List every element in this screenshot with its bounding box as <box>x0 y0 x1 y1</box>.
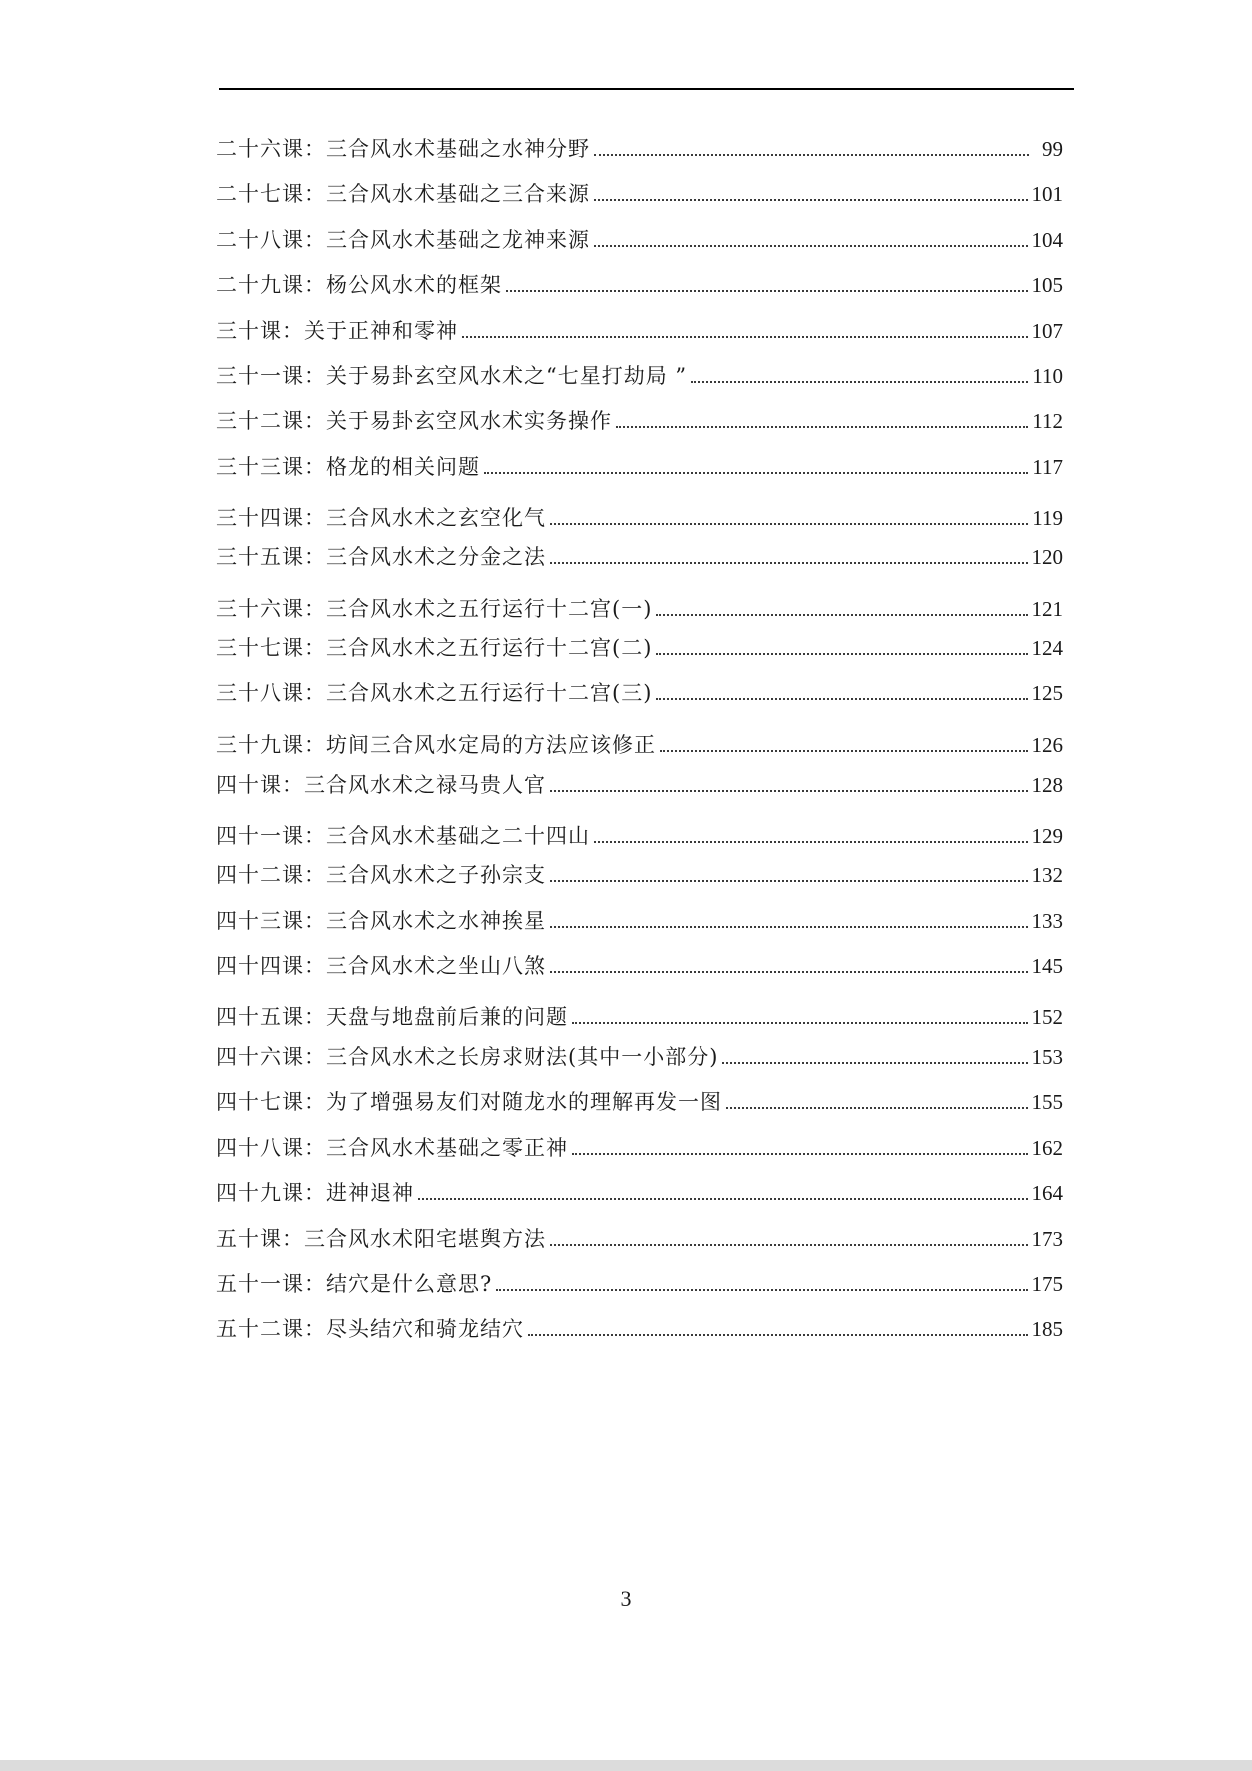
toc-entry-page: 175 <box>1031 1272 1063 1296</box>
toc-entry <box>216 402 1063 436</box>
toc-entry-page: 162 <box>1031 1136 1063 1160</box>
toc-dot-leader <box>594 199 1028 201</box>
toc-dot-leader <box>722 1062 1027 1064</box>
toc-entry-page: 173 <box>1031 1227 1063 1251</box>
toc-entry-page: 132 <box>1031 863 1063 887</box>
toc-entry <box>216 1038 1063 1072</box>
toc-dot-leader <box>656 653 1027 655</box>
toc-entry-page: 105 <box>1031 273 1063 297</box>
toc-entry-page: 185 <box>1031 1317 1063 1341</box>
toc-entry-title: 三十五课：三合风水术之分金之法 <box>216 545 546 569</box>
toc-entry-page: 107 <box>1031 319 1063 343</box>
toc-entry <box>216 1174 1063 1208</box>
toc-dot-leader <box>550 562 1028 564</box>
toc-entry <box>216 312 1063 346</box>
toc-entry-page: 117 <box>1032 455 1063 479</box>
toc-entry <box>216 674 1063 708</box>
toc-entry-page: 104 <box>1031 228 1063 252</box>
toc-entry-page: 133 <box>1031 909 1063 933</box>
toc-dot-leader <box>550 926 1028 928</box>
toc-entry <box>216 266 1063 300</box>
toc-dot-leader <box>572 1153 1028 1155</box>
toc-entry <box>216 1129 1063 1163</box>
toc-dot-leader <box>660 750 1028 752</box>
toc-dot-leader <box>550 971 1028 973</box>
toc-entry <box>216 1265 1063 1299</box>
toc-entry-title: 三十八课：三合风水术之五行运行十二宫(三) <box>216 681 653 705</box>
toc-dot-leader <box>572 1022 1028 1024</box>
toc-entry-title: 二十八课：三合风水术基础之龙神来源 <box>216 228 590 252</box>
toc-entry-title: 四十九课：进神退神 <box>216 1181 414 1205</box>
toc-entry <box>216 175 1063 209</box>
toc-entry-page: 125 <box>1031 681 1063 705</box>
page-number: 3 <box>620 1586 632 1611</box>
toc-entry-title: 四十一课：三合风水术基础之二十四山 <box>216 824 590 848</box>
toc-entry <box>216 817 1063 851</box>
toc-entry <box>216 902 1063 936</box>
toc-dot-leader <box>594 245 1028 247</box>
toc-entry-title: 五十二课：尽头结穴和骑龙结穴 <box>216 1317 524 1341</box>
toc-entry <box>216 357 1063 391</box>
toc-entry-page: 120 <box>1031 545 1063 569</box>
toc-entry-page: 152 <box>1031 1005 1063 1029</box>
toc-entry <box>216 448 1063 482</box>
toc-dot-leader <box>691 381 1028 383</box>
toc-entry <box>216 766 1063 800</box>
toc-dot-leader <box>656 698 1027 700</box>
toc-dot-leader <box>550 523 1028 525</box>
toc-entry <box>216 1220 1063 1254</box>
toc-entry-title: 四十课：三合风水术之禄马贵人官 <box>216 773 546 797</box>
toc-entry-title: 三十七课：三合风水术之五行运行十二宫(二) <box>216 636 653 660</box>
toc-entry-title: 三十六课：三合风水术之五行运行十二宫(一) <box>216 597 653 621</box>
toc-dot-leader <box>418 1198 1028 1200</box>
toc-entry <box>216 726 1063 760</box>
toc-entry <box>216 1083 1063 1117</box>
toc-entry-title: 三十课：关于正神和零神 <box>216 319 458 343</box>
toc-entry-title: 四十二课：三合风水术之子孙宗支 <box>216 863 546 887</box>
toc-dot-leader <box>550 1244 1028 1246</box>
toc-dot-leader <box>550 790 1028 792</box>
toc-entry-title: 三十三课：格龙的相关问题 <box>216 455 480 479</box>
toc-entry-page: 99 <box>1042 137 1063 161</box>
toc-entry <box>216 998 1063 1032</box>
toc-entry-title: 三十四课：三合风水术之玄空化气 <box>216 506 546 530</box>
toc-entry-title: 二十六课：三合风水术基础之水神分野 <box>216 137 590 161</box>
toc-entry <box>216 221 1063 255</box>
toc-dot-leader <box>726 1107 1028 1109</box>
toc-entry-page: 124 <box>1031 636 1063 660</box>
toc-dot-leader <box>496 1289 1027 1291</box>
toc-entry-title: 四十五课：天盘与地盘前后兼的问题 <box>216 1005 568 1029</box>
toc-entry <box>216 130 1063 164</box>
toc-entry-page: 121 <box>1031 597 1063 621</box>
toc-entry <box>216 947 1063 981</box>
toc-entry-title: 四十六课：三合风水术之长房求财法(其中一小部分) <box>216 1045 719 1069</box>
toc-entry-title: 四十三课：三合风水术之水神挨星 <box>216 909 546 933</box>
viewer-bottom-bar <box>0 1760 1252 1771</box>
toc-entry-page: 129 <box>1031 824 1063 848</box>
toc-entry-page: 128 <box>1031 773 1063 797</box>
toc-entry-page: 112 <box>1032 409 1063 433</box>
toc-entry-title: 三十九课：坊间三合风水定局的方法应该修正 <box>216 733 656 757</box>
toc-entry-title: 二十七课：三合风水术基础之三合来源 <box>216 182 590 206</box>
toc-entry-page: 119 <box>1032 506 1063 530</box>
toc-entry-page: 164 <box>1031 1181 1063 1205</box>
toc-entry <box>216 856 1063 890</box>
toc-entry-title: 五十课：三合风水术阳宅堪舆方法 <box>216 1227 546 1251</box>
toc-entry <box>216 538 1063 572</box>
toc-entry <box>216 590 1063 624</box>
toc-entry-page: 101 <box>1031 182 1063 206</box>
toc-entry-title: 三十二课：关于易卦玄空风水术实务操作 <box>216 409 612 433</box>
toc-entry-title: 四十四课：三合风水术之坐山八煞 <box>216 954 546 978</box>
toc-entry-title: 五十一课：结穴是什么意思? <box>216 1272 493 1296</box>
toc-dot-leader <box>484 472 1028 474</box>
toc-entry-page: 153 <box>1031 1045 1063 1069</box>
header-rule <box>219 88 1074 90</box>
toc-dot-leader <box>550 880 1028 882</box>
toc-entry <box>216 499 1063 533</box>
toc-dot-leader <box>616 426 1028 428</box>
toc-dot-leader <box>528 1334 1028 1336</box>
toc-entry-page: 126 <box>1031 733 1063 757</box>
toc-entry-page: 155 <box>1031 1090 1063 1114</box>
toc-entry-page: 145 <box>1031 954 1063 978</box>
toc-dot-leader <box>656 614 1027 616</box>
toc-entry-title: 四十七课：为了增强易友们对随龙水的理解再发一图 <box>216 1090 722 1114</box>
toc-entry-title: 二十九课：杨公风水术的框架 <box>216 273 502 297</box>
toc-entry <box>216 629 1063 663</box>
toc-dot-leader <box>462 336 1028 338</box>
toc-dot-leader <box>506 290 1028 292</box>
toc-entry-page: 110 <box>1032 364 1063 388</box>
toc-dot-leader <box>594 154 1029 156</box>
toc-entry-title: 三十一课：关于易卦玄空风水术之“七星打劫局 ” <box>216 364 688 388</box>
toc-dot-leader <box>594 841 1028 843</box>
toc-entry <box>216 1310 1063 1344</box>
toc-entry-title: 四十八课：三合风水术基础之零正神 <box>216 1136 568 1160</box>
